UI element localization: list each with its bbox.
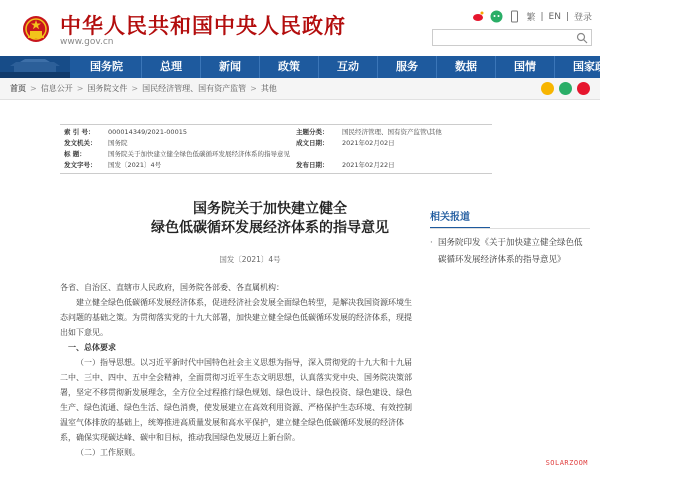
divider <box>430 228 590 229</box>
breadcrumb-info-disclosure[interactable]: 信息公开 <box>40 84 73 93</box>
nav-item-service-platform[interactable]: 国家政务服务平台 <box>554 56 679 78</box>
paragraph: （一）指导思想。以习近平新时代中国特色社会主义思想为指导，深入贯彻党的十九大和十九届二中、三中、四中、五中全会精神，全面贯彻习近平生态文明思想，认真落实党中央、国务院决策部署，坚定不移贯彻新发展理念，全方位全过程推行绿色规划、绿色设计、绿色投资、绿色建设、绿色生产、绿色流通、绿色生活、绿色消费，使发展建立在高效利用资源、严格保护生态环境、有效控制温室气体排放的基础上，统筹推进高质量发展和高水平保护，建立健全绿色低碳循环发展的经济体系，确保实现碳达峰、碳中和目标，推动我国绿色发展迈上新台阶。 <box>60 358 412 442</box>
nav-items <box>72 56 679 78</box>
nav-item-premier[interactable]: 总理 <box>141 56 200 78</box>
pub-value: 2021年02月22日 <box>342 161 395 169</box>
lang-english-link[interactable]: EN <box>548 11 561 22</box>
top-links <box>472 10 592 23</box>
separator: | <box>540 11 544 22</box>
breadcrumb-state-council-docs[interactable]: 国务院文件 <box>87 84 128 93</box>
docno-value: 国发〔2021〕4号 <box>108 161 162 169</box>
section-heading: 一、总体要求 <box>68 343 116 352</box>
article-title <box>100 200 440 238</box>
index-value: 000014349/2021-00015 <box>108 128 187 136</box>
issuer-label: 发文机关： <box>64 139 97 147</box>
search-icon[interactable] <box>576 32 588 44</box>
nav-item-interaction[interactable]: 互动 <box>318 56 377 78</box>
title-value: 国务院关于加快建立健全绿色低碳循环发展经济体系的指导意见 <box>108 150 290 158</box>
breadcrumb-sep: > <box>30 84 37 93</box>
article-title-line1: 国务院关于加快建立健全 <box>193 201 347 217</box>
issuer-value: 国务院 <box>108 139 128 147</box>
separator: | <box>565 11 569 22</box>
breadcrumb-economy[interactable]: 国民经济管理、国有资产监管 <box>142 84 247 93</box>
paragraph: （二）工作原则。 <box>76 448 140 457</box>
share-qzone-icon[interactable] <box>541 82 554 95</box>
login-link[interactable]: 登录 <box>573 13 592 23</box>
info-row <box>60 160 492 171</box>
article-title-line2: 绿色低碳循环发展经济体系的指导意见 <box>151 220 389 236</box>
paragraph: 建立健全绿色低碳循环发展经济体系，促进经济社会发展全面绿色转型，是解决我国资源环境生态问题的基础之策。为贯彻落实党的十九大部署，加快建立健全绿色低碳循环发展的经济体系，现提出如下意见。 <box>60 298 412 337</box>
site-title[interactable]: 中华人民共和国中央人民政府 <box>60 13 346 38</box>
breadcrumb-sep: > <box>131 84 139 93</box>
nav-item-data[interactable]: 数据 <box>436 56 495 78</box>
index-label: 索 引 号： <box>64 128 95 136</box>
breadcrumb-bar <box>0 78 600 100</box>
theme-label: 主题分类： <box>296 128 329 136</box>
nav-item-national-info[interactable]: 国情 <box>495 56 554 78</box>
related-title: 相关报道 <box>430 208 490 229</box>
title-label: 标 题： <box>64 150 86 158</box>
related-list <box>430 235 590 269</box>
date-label: 成文日期： <box>296 139 329 147</box>
main-nav <box>0 56 661 78</box>
theme-value: 国民经济管理、国有资产监管\其他 <box>342 128 442 136</box>
docno-label: 发文字号： <box>64 161 97 169</box>
breadcrumb-sep: > <box>76 84 84 93</box>
article-body <box>60 280 416 460</box>
site-url: www.gov.cn <box>60 37 114 47</box>
date-value: 2021年02月02日 <box>342 139 395 147</box>
document-info-table <box>60 124 492 174</box>
lang-traditional-link[interactable]: 繁 <box>526 13 536 23</box>
related-item[interactable]: · 国务院印发《关于加快建立健全绿色低碳循环发展经济体系的指导意见》 <box>430 235 590 269</box>
breadcrumb-other[interactable]: 其他 <box>260 84 277 93</box>
share-wechat-icon[interactable] <box>559 82 572 95</box>
breadcrumb-home[interactable]: 首页 <box>10 84 26 93</box>
article-doc-number: 国发〔2021〕4号 <box>219 255 281 264</box>
mobile-icon[interactable] <box>508 10 521 23</box>
nav-item-state-council[interactable]: 国务院 <box>90 60 123 73</box>
search-box <box>432 29 592 46</box>
search-input[interactable] <box>433 35 573 50</box>
info-row <box>60 138 492 149</box>
nav-item-news[interactable]: 新闻 <box>200 56 259 78</box>
wechat-icon[interactable] <box>490 10 503 23</box>
info-row <box>60 127 492 138</box>
nav-item-policy[interactable]: 政策 <box>259 56 318 78</box>
share-bar <box>541 82 590 95</box>
related-reports <box>430 208 590 269</box>
nav-item-services[interactable]: 服务 <box>377 56 436 78</box>
salutation: 各省、自治区、直辖市人民政府，国务院各部委、各直属机构： <box>60 283 284 292</box>
weibo-icon[interactable] <box>472 10 485 23</box>
national-emblem-icon[interactable] <box>22 14 50 44</box>
tiananmen-banner-icon <box>0 56 70 78</box>
breadcrumb-sep: > <box>250 84 257 93</box>
pub-label: 发布日期： <box>296 161 329 169</box>
watermark: SOLARZOOM <box>545 459 588 467</box>
share-weibo-icon[interactable] <box>577 82 590 95</box>
site-header <box>0 0 600 56</box>
info-row <box>60 149 492 160</box>
breadcrumb <box>10 83 277 94</box>
